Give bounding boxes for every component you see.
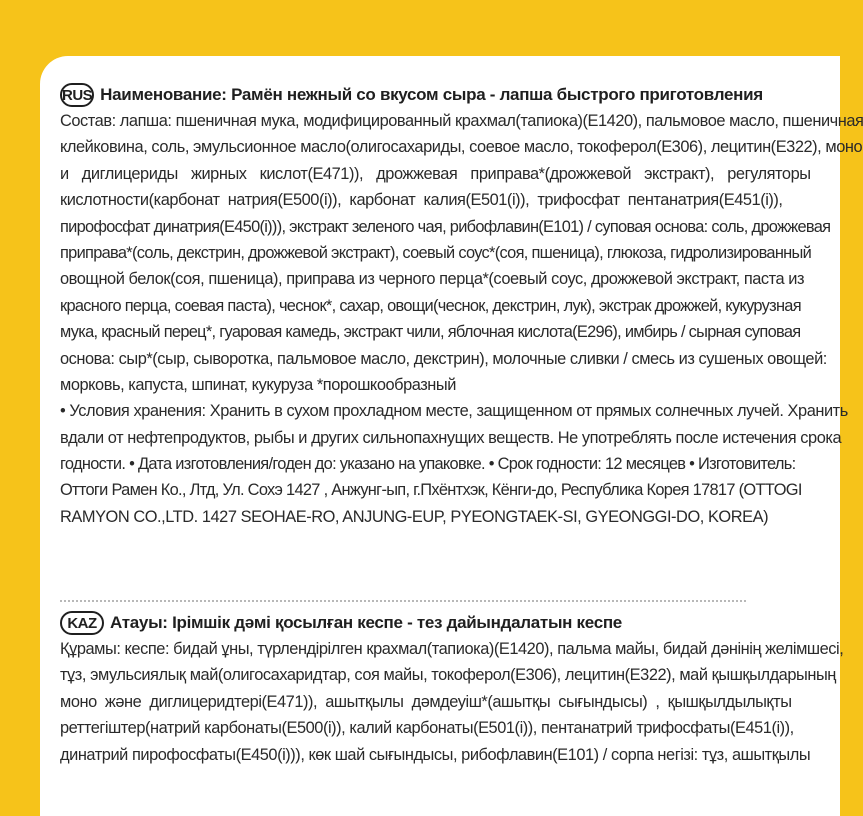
kaz-text-line: реттегіштер(натрий карбонаты(E500(i)), калий карбонаты(E501(i)), пентанатрий трифосфаты(E451(i)), <box>60 719 794 738</box>
kaz-text-line: тұз, эмульсиялық май(олигосахаридтар, соя майы, токоферол(E306), лецитин(E322), май қышқылдарының <box>60 666 836 685</box>
rus-text-line: клейковина, соль, эмульсионное масло(олигосахариды, соевое масло, токоферол(E306), лецитин(E322), моно <box>60 138 863 157</box>
kaz-language-badge: KAZ <box>60 611 104 635</box>
kaz-text-line: Құрамы: кеспе: бидай ұны, түрлендірілген крахмал(тапиока)(E1420), пальма майы, бидай дәнінің желімшесі, <box>60 640 844 658</box>
rus-storage-line: • Условия хранения: Хранить в сухом прохладном месте, защищенном от прямых солнечных лучей. Хранить <box>60 402 848 421</box>
rus-text-line: основа: сыр*(сыр, сыворотка, пальмовое масло, декстрин), молочные сливки / смесь из сушеных овощей: <box>60 349 827 368</box>
rus-manufacturer-line: Оттоги Рамен Ко., Лтд, Ул. Сохэ 1427 , Анжунг-ып, г.Пхёнтхэк, Кёнги-до, Республика Корея 17817 (OTTOGI <box>60 481 802 500</box>
rus-text-line: красного перца, соевая паста), чеснок*, сахар, овощи(чеснок, декстрин, лук), экстрак дрожжей, кукурузная <box>60 296 801 315</box>
section-divider <box>60 600 746 602</box>
kazakh-section <box>60 610 844 768</box>
rus-language-badge: RUS <box>60 83 94 107</box>
rus-text-line: Состав: лапша: пшеничная мука, модифицированный крахмал(тапиока)(E1420), пальмовое масло, пшеничная <box>60 112 863 130</box>
russian-section <box>60 82 863 530</box>
kazakh-product-name: Атауы: Ірімшік дәмі қосылған кеспе - тез дайындалатын кеспе <box>110 613 622 632</box>
rus-text-line: мука, красный перец*, гуаровая камедь, экстракт чили, яблочная кислота(E296), имбирь / сырная суповая <box>60 323 801 342</box>
rus-storage-line: вдали от нефтепродуктов, рыбы и других сильнопахнущих веществ. Не употреблять после истечения срока <box>60 428 842 447</box>
rus-text-line: кислотности(карбонат натрия(E500(i)), карбонат калия(E501(i)), трифосфат пентанатрия(E451(i)), <box>60 191 783 210</box>
russian-title-row <box>60 82 763 108</box>
kaz-text-line: динатрий пирофосфаты(E450(i))), көк шай сығындысы, рибофлавин(E101) / сорпа негізі: тұз, ашытқылы <box>60 745 811 764</box>
rus-text-line: морковь, капуста, шпинат, кукуруза *порошкообразный <box>60 375 456 394</box>
rus-text-line: и диглицериды жирных кислот(E471)), дрожжевая приправа*(дрожжевой экстракт), регуляторы <box>60 164 811 183</box>
russian-product-name: Наименование: Рамён нежный со вкусом сыра - лапша быстрого приготовления <box>100 85 763 104</box>
kaz-text-line: моно және диглицеридтері(E471)), ашытқылы дәмдеуіш*(ашытқы сығындысы) , қышқылдылықты <box>60 692 792 711</box>
rus-manufacturer-line: RAMYON CO.,LTD. 1427 SEOHAE-RO, ANJUNG-EUP, PYEONGTAEK-SI, GYEONGGI-DO, KOREA) <box>60 507 769 526</box>
kazakh-title-row <box>60 610 746 636</box>
rus-dates-line: годности. • Дата изготовления/годен до: указано на упаковке. • Срок годности: 12 месяцев • Изготовитель: <box>60 455 796 474</box>
rus-text-line: овощной белок(соя, пшеница), приправа из черного перца*(соевый соус, дрожжевой экстракт, паста из <box>60 270 805 289</box>
rus-text-line: приправа*(соль, декстрин, дрожжевой экстракт), соевый соус*(соя, пшеница), глюкоза, гидролизированный <box>60 243 812 262</box>
rus-text-line: пирофосфат динатрия(E450(i))), экстракт зеленого чая, рибофлавин(E101) / суповая основа: соль, дрожжевая <box>60 217 831 236</box>
